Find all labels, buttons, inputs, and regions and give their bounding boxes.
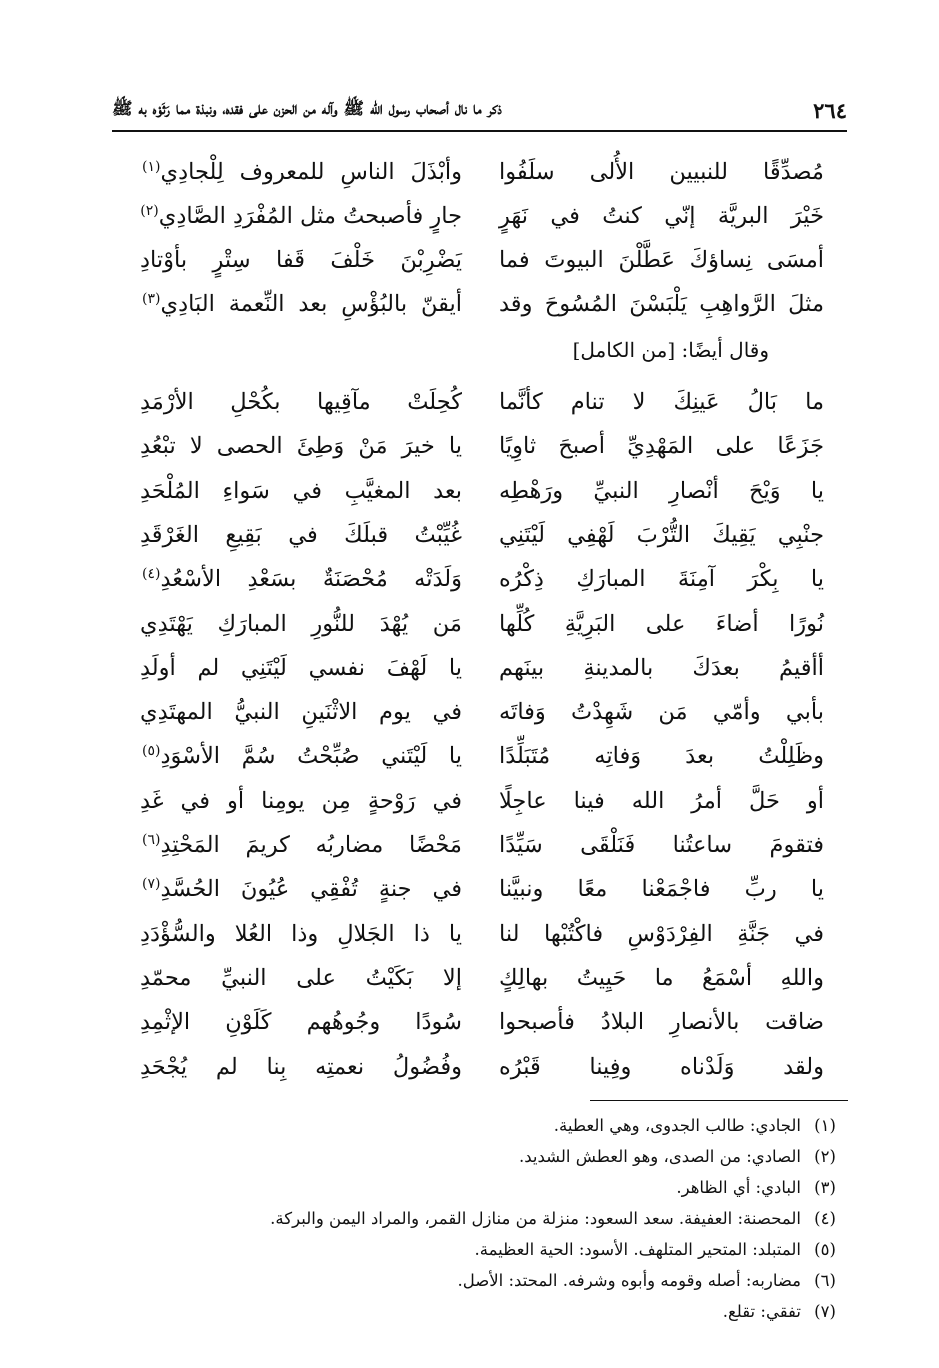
verse-second-hemistich (140, 867, 462, 911)
verse-second-hemistich (140, 1045, 462, 1089)
verse-first-hemistich: أمسَى نِساؤكَ عَطَّلْنَ البيوتَ فما (499, 247, 824, 273)
verse-first-hemistich: وظَلِلْتُ بعدَ وَفاتِه مُتَبَلِّدًا (499, 743, 824, 770)
hemistich-text: سُودًا وجُوهُهم كَلَوْنِ الإثْمِدِ (140, 1009, 462, 1036)
footnote (519, 1142, 849, 1172)
footnote-text: الجادي: طالب الجدوى، وهي العطية. (553, 1116, 801, 1135)
hemistich-text: مَن يُهْدَ للنُّورِ المبارَكِ يَهْتَدِي (140, 610, 462, 637)
hemistich-text: كُحِلَتْ مآقِيها بكُحْلِ الأرْمَدِ (140, 389, 462, 415)
footnote-number: (٧) (814, 1302, 836, 1321)
footnote-marker: (٦) (142, 831, 161, 848)
verse-first-hemistich: واللهِ أسْمَعُ ما حَيِيتُ بهالِكٍ (499, 964, 824, 991)
footnote-number: (٦) (814, 1271, 836, 1290)
footnote-marker: (٢) (140, 202, 159, 219)
verse-first-hemistich: بأبي وأمّي مَن شَهِدْتُ وَفاتَه (499, 699, 824, 726)
footnote-number: (٤) (814, 1209, 836, 1228)
hemistich-text: يا ذا الجَلالِ وذا العُلا والسُّؤْدَدِ (140, 920, 462, 947)
footnote-number: (٥) (814, 1240, 836, 1259)
verse-first-hemistich: خَيْرَ البريَّة إنّي كنتُ في نَهَرٍ (499, 203, 824, 229)
verse-first-hemistich: مُصدِّقًا للنبيين الأُلى سلَفُوا (499, 159, 824, 185)
verse-first-hemistich: أأقيمُ بعدَكَ بالمدينةِ بينَهم (499, 654, 824, 681)
verse-second-hemistich (140, 779, 462, 823)
hemistich-text: مَحْضًا مضاربُه كريمَ المَحْتِدِ (160, 832, 462, 858)
footnote-marker: (٣) (142, 290, 161, 307)
hemistich-text: بعد المغيَّبِ في سَواءِ المُلْحَدِ (140, 477, 462, 504)
footnote-number: (٢) (814, 1147, 836, 1166)
verse-second-hemistich (140, 424, 462, 468)
verse-second-hemistich (140, 646, 462, 690)
verse-first-hemistich: مثلَ الرَّواهِبِ يَلْبَسْنَ المُسُوحَ وقد (499, 291, 824, 317)
footnote (475, 1235, 849, 1265)
hemistich-text: إلا بَكَيْتُ على النبيِّ محمّدِ (140, 964, 462, 991)
verse-first-hemistich: يا ربِّ فاجْمَعْنا معًا ونبيَّنا (499, 876, 824, 903)
verse-second-hemistich (140, 734, 462, 778)
hemistich-text: وفُضُولُ نعمتِه بِنا لم يُجْحَدِ (140, 1053, 462, 1080)
footnote-text: البادي: أي الظاهر. (676, 1178, 801, 1197)
hemistich-text: وَلَدَتْه مُحْصَنَةٌ بسَعْدِ الأسْعُدِ (160, 566, 462, 593)
hemistich-text: يا لَيْتَني صُبِّحْتُ سُمَّ الأسْوَدِ (160, 743, 462, 770)
hemistich-text: جارٍ فأصبحتُ مثل المُفْرَدِ الصَّادِي (158, 203, 462, 229)
footnote (723, 1297, 849, 1327)
hemistich-text: يا لَهْفَ نفسي لَيْتَنِي لم أولَدِ (140, 654, 462, 681)
hemistich-text: في رَوْحةٍ مِن يومِنا أو في غَدِ (140, 787, 462, 814)
verse-second-hemistich (140, 912, 462, 956)
hemistich-text: يا خيرَ مَنْ وَطِئَ الحصى لا تبْعُدِ (140, 433, 462, 460)
page-number: ٢٦٤ (813, 97, 847, 123)
verse-first-hemistich: في جَنَّةِ الفِرْدَوْسِ فاكْتُبْها لنا (499, 920, 824, 947)
running-title: ذكر ما نال أصحاب رسول الله ﷺ وآله من الحزن على فقده، ونبذة مما رَثَوْه به ﷺ (112, 98, 502, 119)
verse-first-hemistich: نُورًا أضاءَ على البَرِيَّةِ كُلِّها (499, 610, 824, 637)
verse-second-hemistich (140, 238, 462, 282)
verse-first-hemistich: ولقد وَلَدْناه وفِينا قَبْرُه (499, 1053, 824, 1080)
footnote (270, 1204, 849, 1234)
footnote (457, 1266, 849, 1296)
verse-first-hemistich: أو حَلَّ أمرُ الله فينا عاجِلًا (499, 787, 824, 814)
verse-second-hemistich (140, 194, 462, 238)
footnote-text: تفقي: تقلع. (722, 1302, 801, 1321)
verse-second-hemistich (140, 469, 462, 513)
verse-first-hemistich: جَزَعًا على المَهْدِيِّ أصبحَ ثاوِيًا (499, 433, 824, 460)
hemistich-text: أيقنّ بالبُؤْسِ بعد النِّعمة البَادِي (160, 291, 462, 317)
footnote-text: المحصنة: العفيفة. سعد السعود: منزلة من منازل القمر، والمراد اليمن والبركة. (270, 1209, 801, 1228)
verse-first-hemistich: ضاقت بالأنصارِ البلادُ فأصبحوا (499, 1009, 824, 1036)
page-header (112, 90, 847, 132)
verse-second-hemistich (140, 150, 462, 194)
footnote-marker: (٤) (142, 565, 161, 582)
footnote (676, 1173, 849, 1203)
verse-second-hemistich (140, 956, 462, 1000)
hemistich-text: وأبْذَلَ الناسِ للمعروف لِلْجادِي (160, 159, 462, 185)
verse-second-hemistich (140, 557, 462, 601)
footnote-separator (590, 1100, 848, 1101)
verse-second-hemistich (140, 823, 462, 867)
footnote-marker: (٥) (142, 742, 161, 759)
verse-first-hemistich: فتقومَ ساعتُنا فَنَلْقَى سَيِّدًا (499, 832, 824, 858)
footnote (554, 1111, 849, 1141)
footnote-marker: (٧) (142, 875, 161, 892)
hemistich-text: في جنةٍ تُفْقِي عُيُونَ الحُسَّدِ (160, 876, 462, 903)
footnote-marker: (١) (142, 158, 161, 175)
verse-second-hemistich (140, 602, 462, 646)
footnote-number: (١) (814, 1116, 836, 1135)
footnote-text: مضاربه: أصله وقومه وأبوه وشرفه. المحتد: الأصل. (457, 1271, 801, 1290)
verse-first-hemistich: يا وَيْحَ أنْصارِ النبيِّ ورَهْطِه (499, 477, 824, 504)
verse-second-hemistich (140, 380, 462, 424)
verse-second-hemistich (140, 282, 462, 326)
hemistich-text: يَضْرِبْنَ خَلْفَ قَفا سِتْرٍ بأوْتادِ (140, 247, 462, 273)
meter-line: وقال أيضًا: [من الكامل] (572, 338, 769, 362)
verse-first-hemistich: ما بَالُ عَينِكَ لا تنام كأنَّما (499, 389, 824, 415)
hemistich-text: غُيِّبْتُ قبلَكَ في بَقِيعِ الغَرْقَدِ (140, 521, 462, 548)
verse-second-hemistich (140, 690, 462, 734)
footnote-text: المتبلد: المتحير المتلهف. الأسود: الحية العظيمة. (474, 1240, 801, 1259)
footnote-number: (٣) (814, 1178, 836, 1197)
verse-first-hemistich: يا بِكْرَ آمِنَةَ المبارَكِ ذِكْرُه (499, 566, 824, 593)
hemistich-text: في يوم الاثْنَينِ النبيُّ المهتَدِي (140, 699, 462, 726)
verse-first-hemistich: جنْبِي يَقِيكَ التُّرْبَ لَهْفِي لَيْتَنِي (499, 521, 824, 548)
footnote-text: الصادي: من الصدى، وهو العطش الشديد. (518, 1147, 801, 1166)
verse-second-hemistich (140, 513, 462, 557)
verse-second-hemistich (140, 1000, 462, 1044)
